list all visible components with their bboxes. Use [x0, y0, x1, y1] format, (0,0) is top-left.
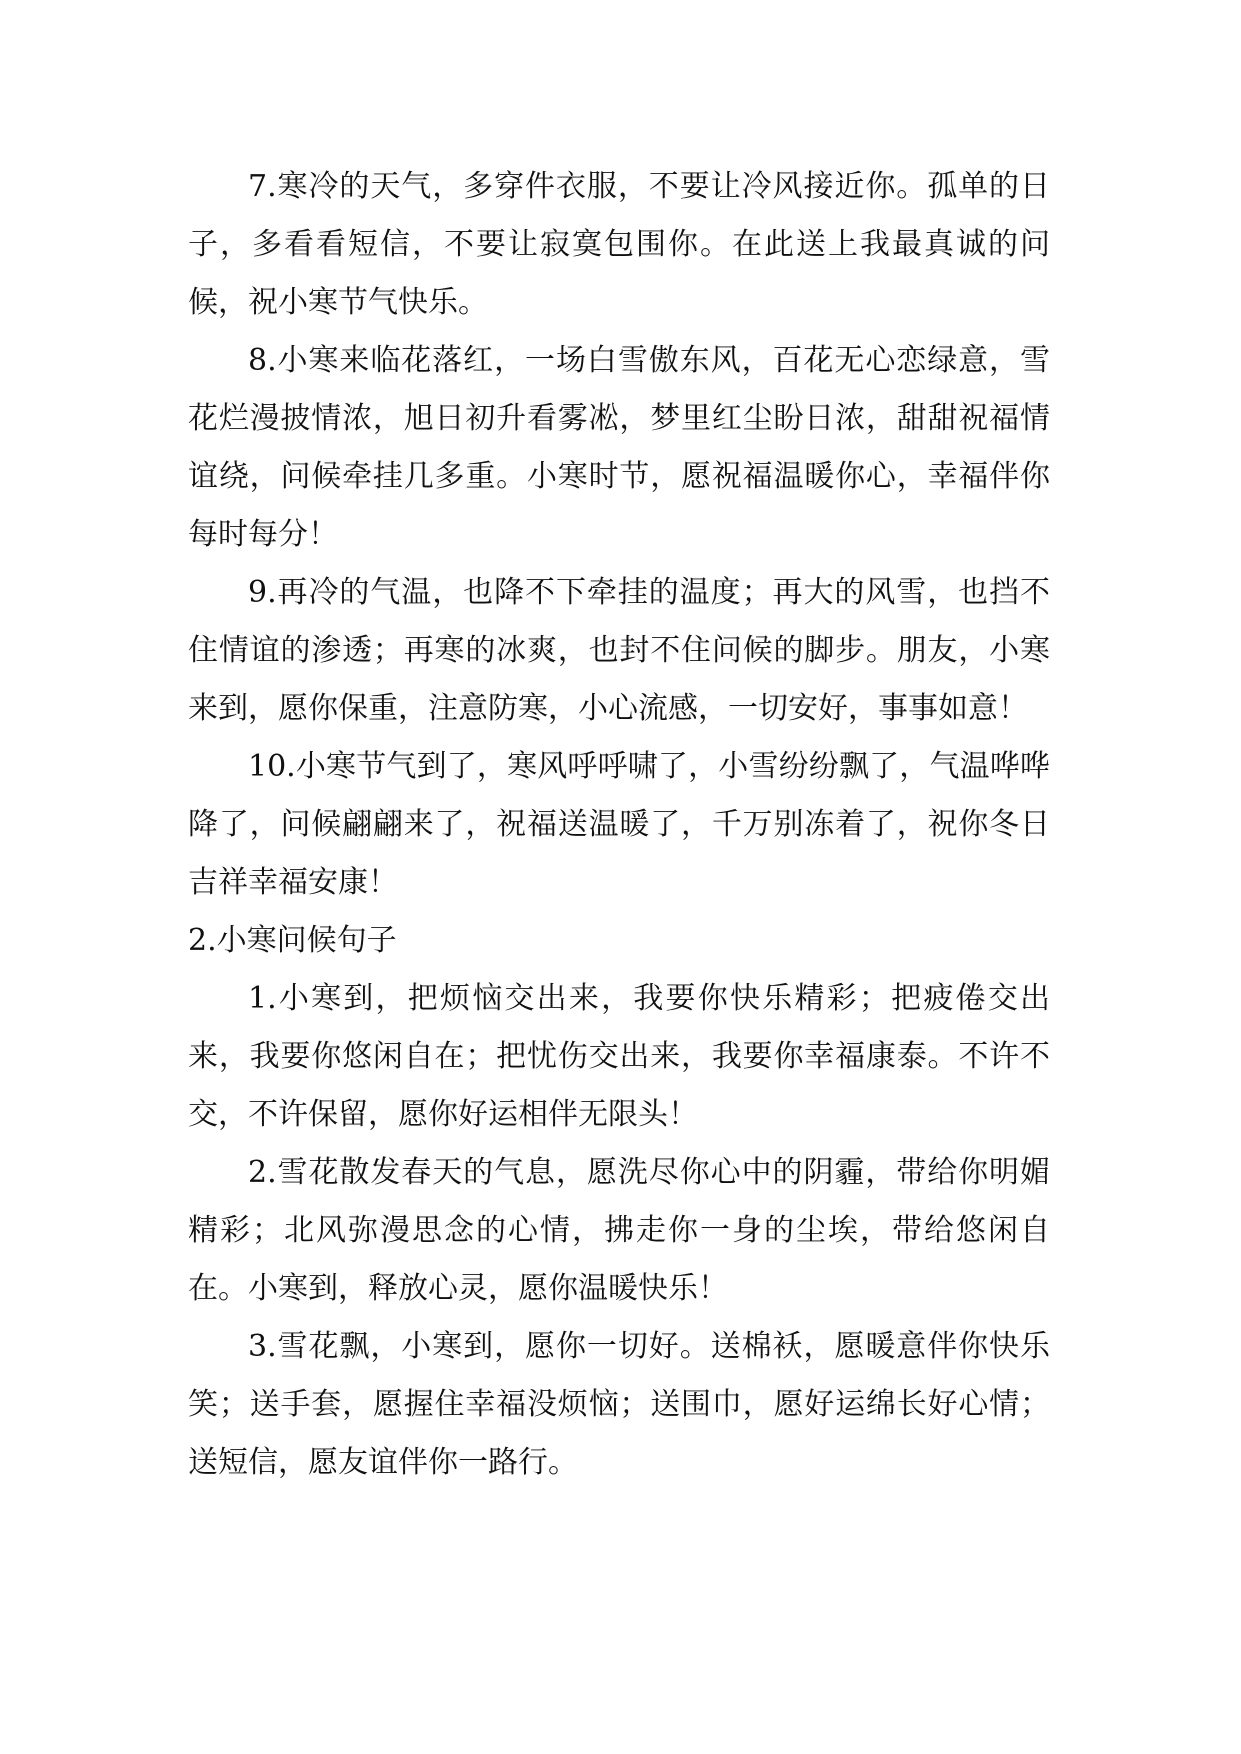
section-paragraph-3: 3.雪花飘，小寒到，愿你一切好。送棉袄，愿暖意伴你快乐笑；送手套，愿握住幸福没烦恼；送围巾，愿好运绵长好心情；送短信，愿友谊伴你一路行。 — [188, 1329, 1050, 1480]
paragraph-9: 9.再冷的气温，也降不下牵挂的温度；再大的风雪，也挡不住情谊的渗透；再寒的冰爽，也封不住问候的脚步。朋友，小寒来到，愿你保重，注意防寒，小心流感，一切安好，事事如意！ — [188, 575, 1050, 726]
paragraph-7: 7.寒冷的天气，多穿件衣服，不要让冷风接近你。孤单的日子，多看看短信，不要让寂寞包围你。在此送上我最真诚的问候，祝小寒节气快乐。 — [188, 169, 1050, 320]
paragraph-10: 10.小寒节气到了，寒风呼呼啸了，小雪纷纷飘了，气温哗哗降了，问候翩翩来了，祝福送温暖了，千万别冻着了，祝你冬日吉祥幸福安康！ — [188, 749, 1050, 900]
section-paragraph-2: 2.雪花散发春天的气息，愿洗尽你心中的阴霾，带给你明媚精彩；北风弥漫思念的心情，拂走你一身的尘埃，带给悠闲自在。小寒到，释放心灵，愿你温暖快乐！ — [188, 1155, 1050, 1306]
section-heading: 2.小寒问候句子 — [188, 923, 397, 958]
section-paragraph-1: 1.小寒到，把烦恼交出来，我要你快乐精彩；把疲倦交出来，我要你悠闲自在；把忧伤交出来，我要你幸福康泰。不许不交，不许保留，愿你好运相伴无限头！ — [188, 981, 1050, 1132]
paragraph-8: 8.小寒来临花落红，一场白雪傲东风，百花无心恋绿意，雪花烂漫披情浓，旭日初升看雾凇，梦里红尘盼日浓，甜甜祝福情谊绕，问候牵挂几多重。小寒时节，愿祝福温暖你心，幸福伴你每时每分！ — [188, 343, 1050, 552]
document-body — [188, 158, 1050, 1492]
